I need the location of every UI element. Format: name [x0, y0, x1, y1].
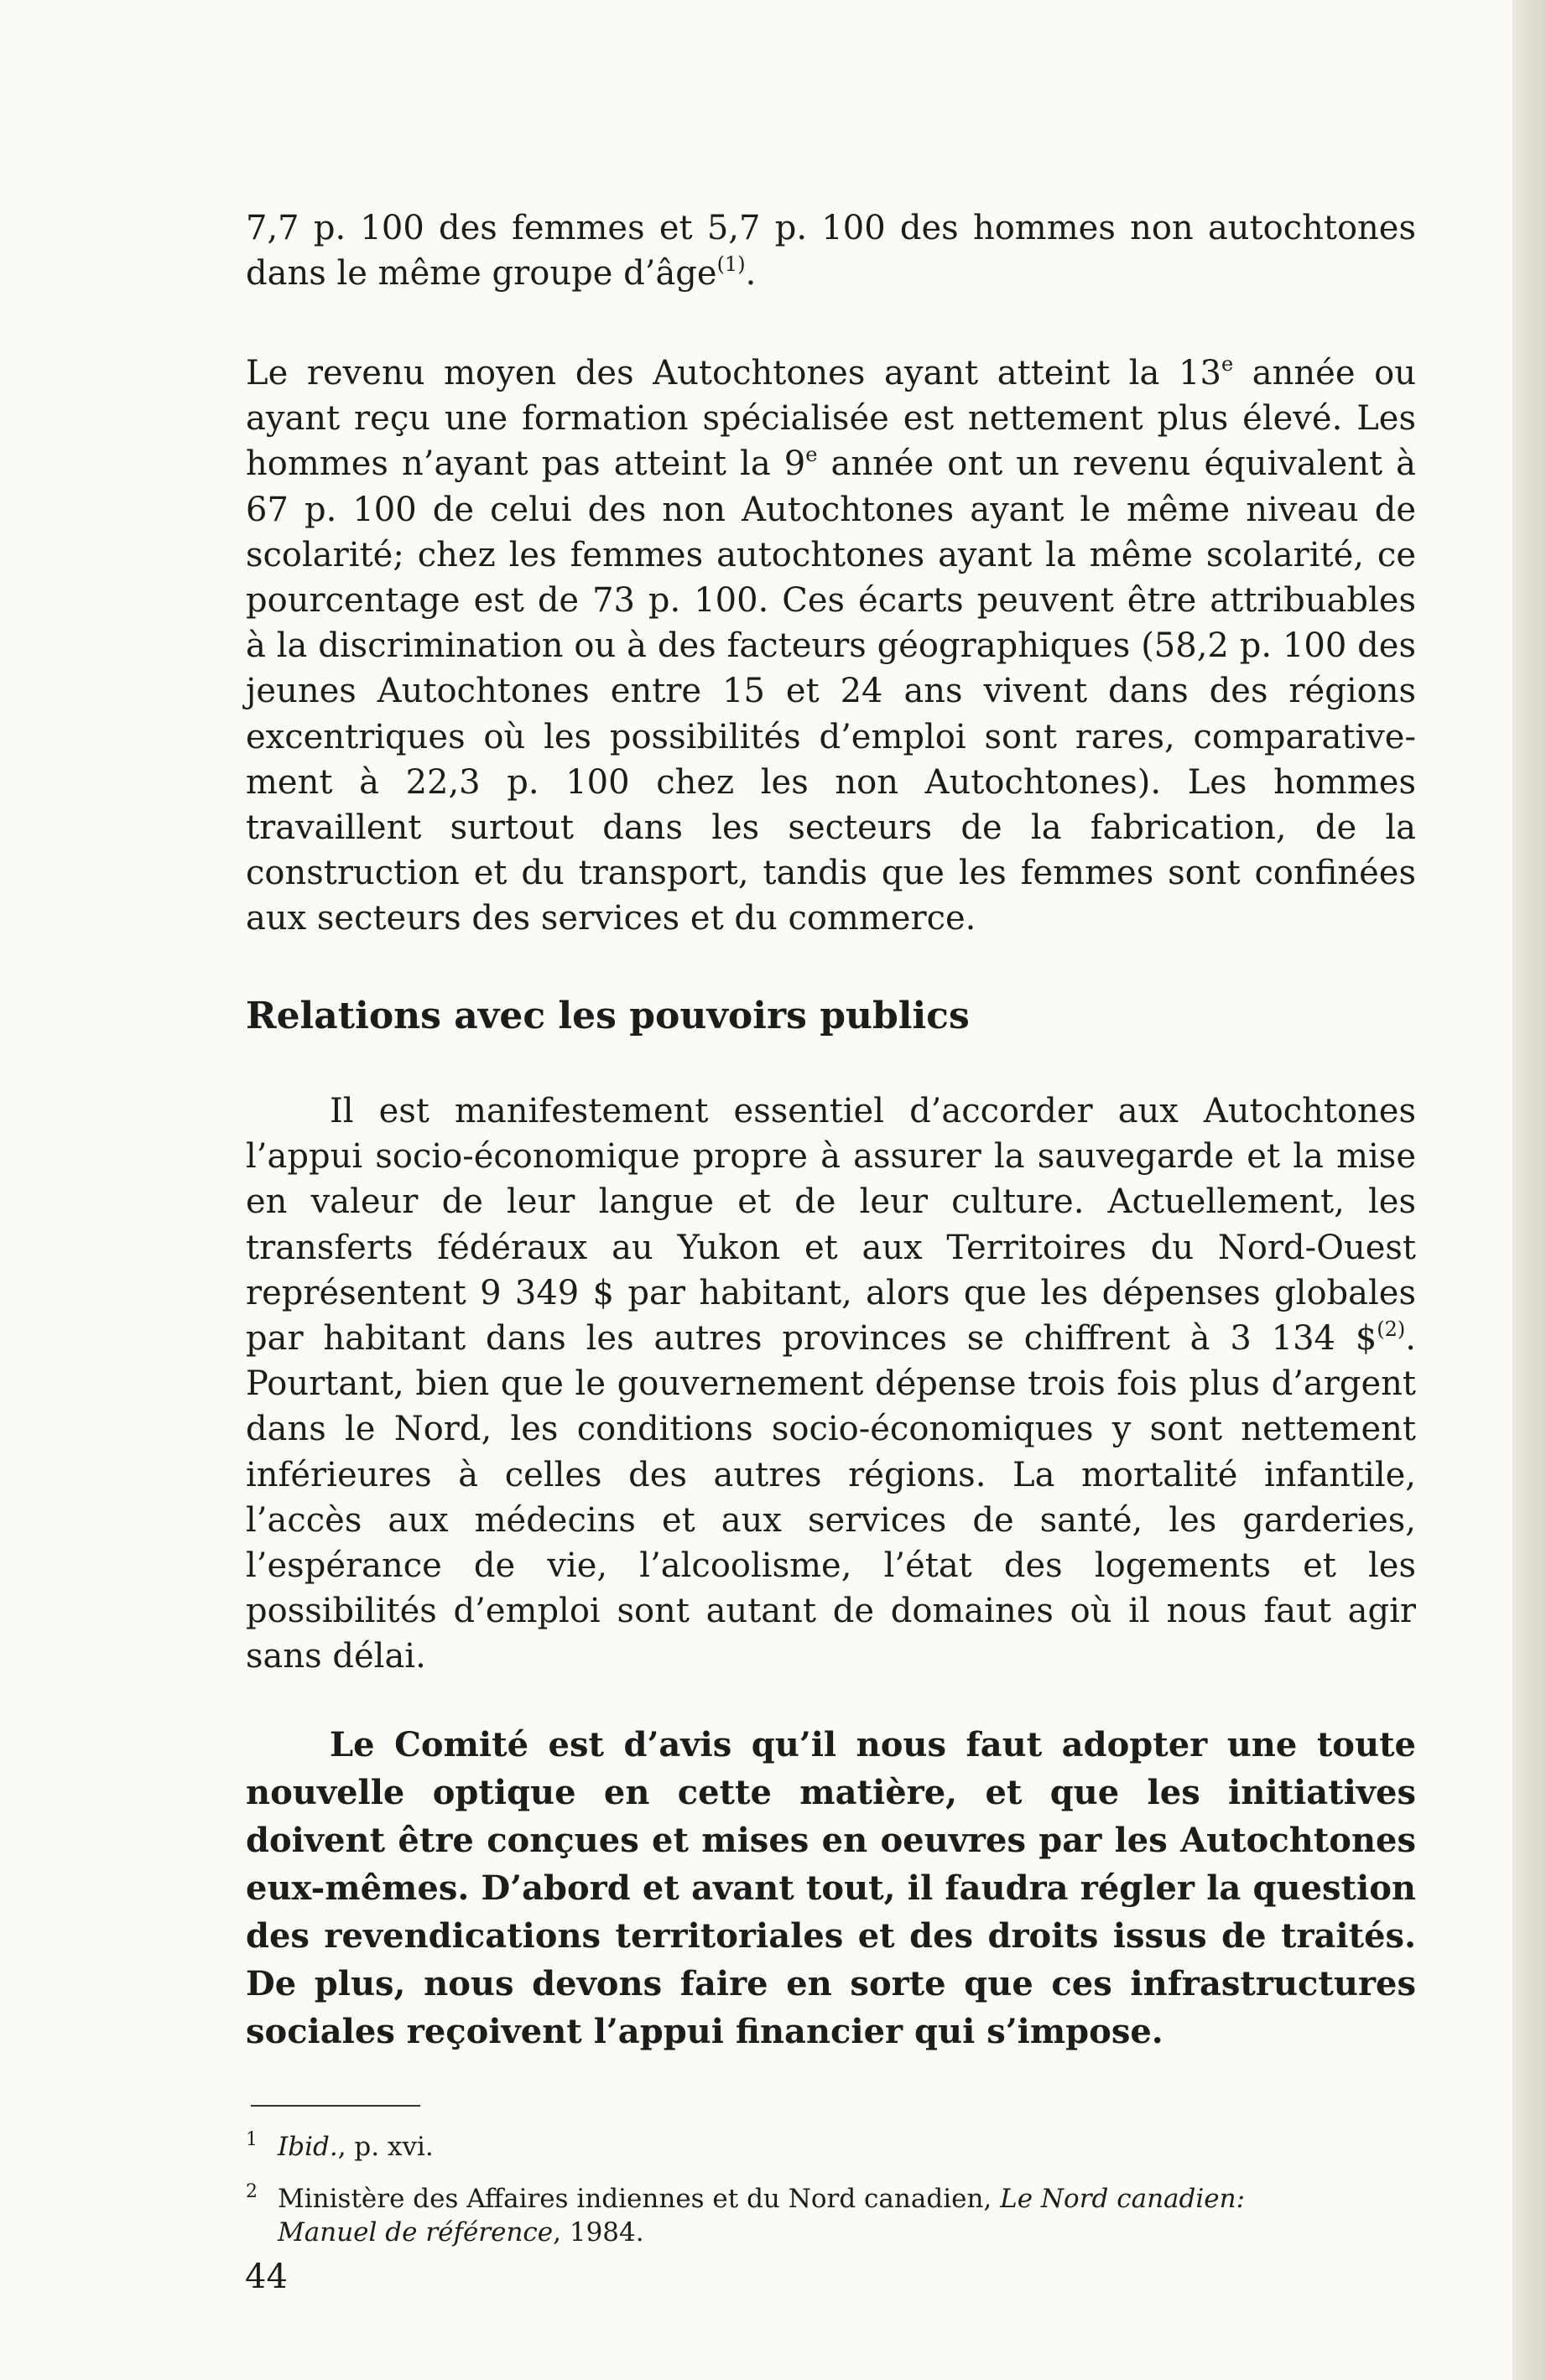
paragraph-4: [246, 1721, 1416, 2055]
footnote-1: 1 Ibid., p. xvi.: [246, 2129, 434, 2162]
section-heading: Relations avec les pouvoirs publics: [246, 995, 970, 1037]
page-number: 44: [245, 2258, 288, 2296]
footnote-ref-1[interactable]: (1): [716, 252, 746, 277]
footnote-2: 2 Ministère des Affaires indiennes et du Nord canadien, Le Nord canadien: Manuel de référence, 1984.: [246, 2181, 1246, 2247]
section-heading-block: [246, 993, 1416, 1040]
page-edge: [1512, 0, 1546, 2380]
paragraph-2-text: Le revenu moyen des Autochtones ayant atteint la 13e année ou ayant reçu une formation spécialisée est nettement plus élevé. Les hommes n’ayant pas atteint la 9e année ont un revenu équivalent à 67 p. 100 de celui des non Autochtones ayant le même niveau de scolarité; chez les femmes autochtones ayant la même scolarité, ce pourcentage est de 73 p. 100. Ces écarts peuvent être attribuables à la discrimination ou à des facteurs géographiques (58,2 p. 100 des jeunes Autochtones entre 15 et 24 ans vivent dans des régions excentriques où les possibilités d’emploi sont rares, comparativement à 22,3 p. 100 chez les non Autochtones). Les hommes travaillent surtout dans les secteurs de la fabrication, de la construction et du transport, tandis que les femmes sont confinées aux secteurs des services et du commerce.: [246, 352, 1417, 938]
footnotes: [246, 2130, 1416, 2249]
paragraph-1-text: 7,7 p. 100 des femmes et 5,7 p. 100 des hommes non autochtones dans le même groupe d’âge$^{(1)}$.: [246, 209, 1416, 294]
footnote-separator: [251, 2105, 420, 2107]
paragraph-4-text: Le Comité est d’avis qu’il nous faut adopter une toute nouvelle optique en cette matière, et que les initiatives doivent être conçues et mises en oeuvres par les Autochtones eux-mêmes. D’abord et avant tout, il faudra régler la question des revendications territoriales et des droits issus de traités. De plus, nous devons faire en sorte que ces infrastructures sociales reçoivent l’appui financier qui s’impose.: [246, 1725, 1416, 2051]
footnote-ref-2[interactable]: (2): [1377, 1317, 1406, 1342]
paragraph-2: [246, 351, 1416, 942]
paragraph-3-text: Il est manifestement essentiel d’accorder aux Autochtones l’appui socio-économique propre à assurer la sauvegarde et la mise en valeur de leur langue et de leur culture. Actuellement, les transferts fédéraux au Yukon et aux Territoires du Nord-Ouest représentent 9 349 $ par habitant, alors que les dépenses globales par habitant dans les autres provinces se chiffrent à 3 134 \$$^{(2)}$. Pourtant, bien que le gouvernement dépense trois fois plus d’argent dans le Nord, les conditions socio-économiques y sont nettement inférieures à celles des autres régions. La mortalité infantile, l’accès aux médecins et aux services de santé, les garderies, l’espérance de vie, l’alcoolisme, l’état des logements et les possibilités d’emploi sont autant de domaines où il nous faut agir sans délai.: [246, 1092, 1416, 1676]
paragraph-3: [246, 1089, 1416, 1680]
paragraph-1: [246, 205, 1416, 296]
